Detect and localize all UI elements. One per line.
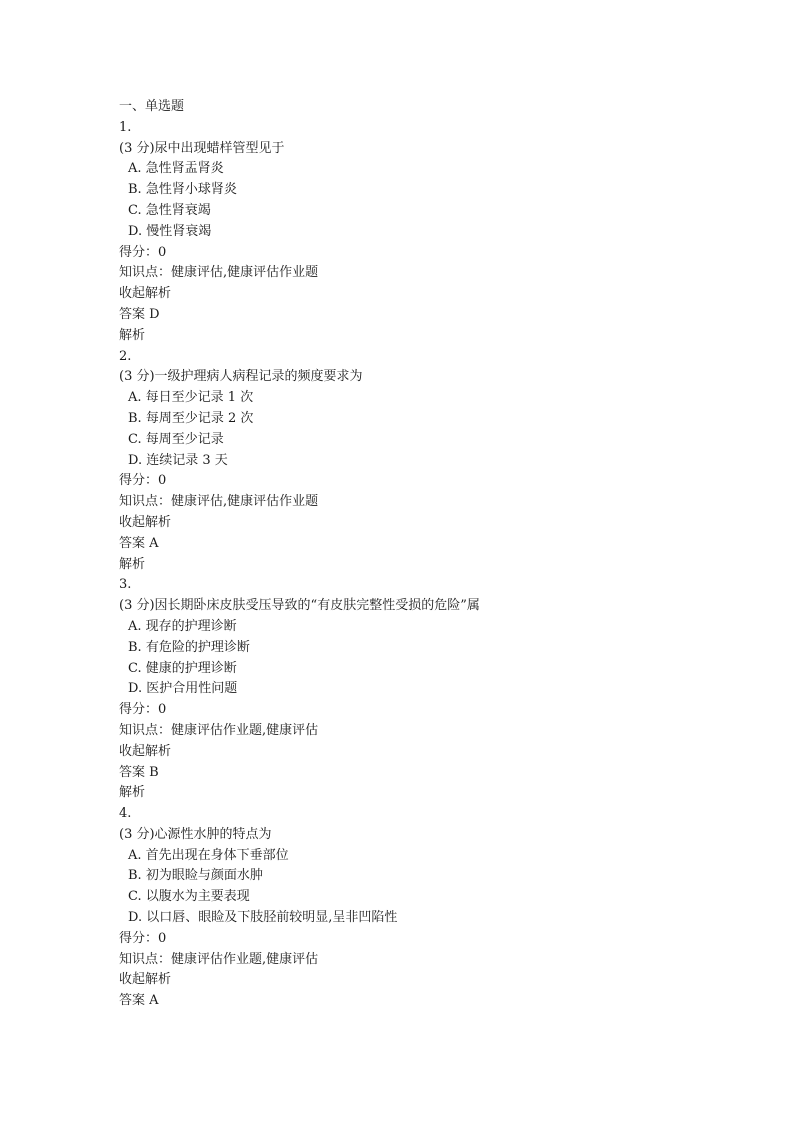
score: 得分：0 (119, 702, 167, 718)
question-stem: (3 分)因长期卧床皮肤受压导致的“有皮肤完整性受损的危险”属 (119, 598, 480, 614)
score: 得分：0 (119, 244, 167, 260)
question-2 (119, 347, 739, 576)
section-title: 一、单选题 (119, 99, 185, 114)
document-page (119, 97, 739, 1012)
option-b[interactable]: B. 初为眼睑与颜面水肿 (128, 868, 263, 884)
knowledge-point: 知识点：健康评估,健康评估作业题 (119, 494, 319, 510)
option-b[interactable]: B. 有危险的护理诊断 (128, 639, 250, 655)
option-c[interactable]: C. 急性肾衰竭 (128, 202, 211, 218)
question-number: 2. (119, 348, 132, 364)
option-d[interactable]: D. 连续记录 3 天 (128, 452, 228, 468)
question-number: 3. (119, 577, 132, 593)
question-4 (119, 804, 739, 1012)
question-stem: (3 分)心源性水肿的特点为 (119, 826, 272, 842)
question-3 (119, 575, 739, 804)
analysis-label: 解析 (119, 556, 146, 572)
option-c[interactable]: C. 健康的护理诊断 (128, 660, 237, 676)
knowledge-point: 知识点：健康评估作业题,健康评估 (119, 951, 319, 967)
answer: 答案 B (119, 764, 159, 780)
analysis-label: 解析 (119, 327, 146, 343)
option-d[interactable]: D. 医护合用性问题 (128, 681, 238, 697)
question-number: 4. (119, 806, 132, 822)
analysis-label: 解析 (119, 785, 146, 801)
option-a[interactable]: A. 首先出现在身体下垂部位 (128, 847, 289, 863)
question-stem: (3 分)尿中出现蜡样管型见于 (119, 140, 285, 156)
collapse-analysis-link[interactable]: 收起解析 (119, 286, 172, 302)
option-d[interactable]: D. 慢性肾衰竭 (128, 223, 212, 239)
question-1 (119, 118, 739, 347)
knowledge-point: 知识点：健康评估,健康评估作业题 (119, 265, 319, 281)
answer: 答案 A (119, 993, 159, 1009)
question-stem: (3 分)一级护理病人病程记录的频度要求为 (119, 369, 363, 385)
option-b[interactable]: B. 每周至少记录 2 次 (128, 410, 254, 426)
option-d[interactable]: D. 以口唇、眼睑及下肢胫前较明显,呈非凹陷性 (128, 910, 398, 926)
score: 得分：0 (119, 930, 167, 946)
question-number: 1. (119, 119, 132, 135)
option-a[interactable]: A. 急性肾盂肾炎 (128, 161, 224, 177)
answer: 答案 D (119, 306, 160, 322)
option-c[interactable]: C. 以腹水为主要表现 (128, 889, 250, 905)
answer: 答案 A (119, 535, 159, 551)
option-a[interactable]: A. 现存的护理诊断 (128, 618, 237, 634)
collapse-analysis-link[interactable]: 收起解析 (119, 514, 172, 530)
collapse-analysis-link[interactable]: 收起解析 (119, 972, 172, 988)
collapse-analysis-link[interactable]: 收起解析 (119, 743, 172, 759)
option-a[interactable]: A. 每日至少记录 1 次 (128, 390, 254, 406)
option-b[interactable]: B. 急性肾小球肾炎 (128, 182, 237, 198)
score: 得分：0 (119, 473, 167, 489)
knowledge-point: 知识点：健康评估作业题,健康评估 (119, 722, 319, 738)
option-c[interactable]: C. 每周至少记录 (128, 431, 224, 447)
